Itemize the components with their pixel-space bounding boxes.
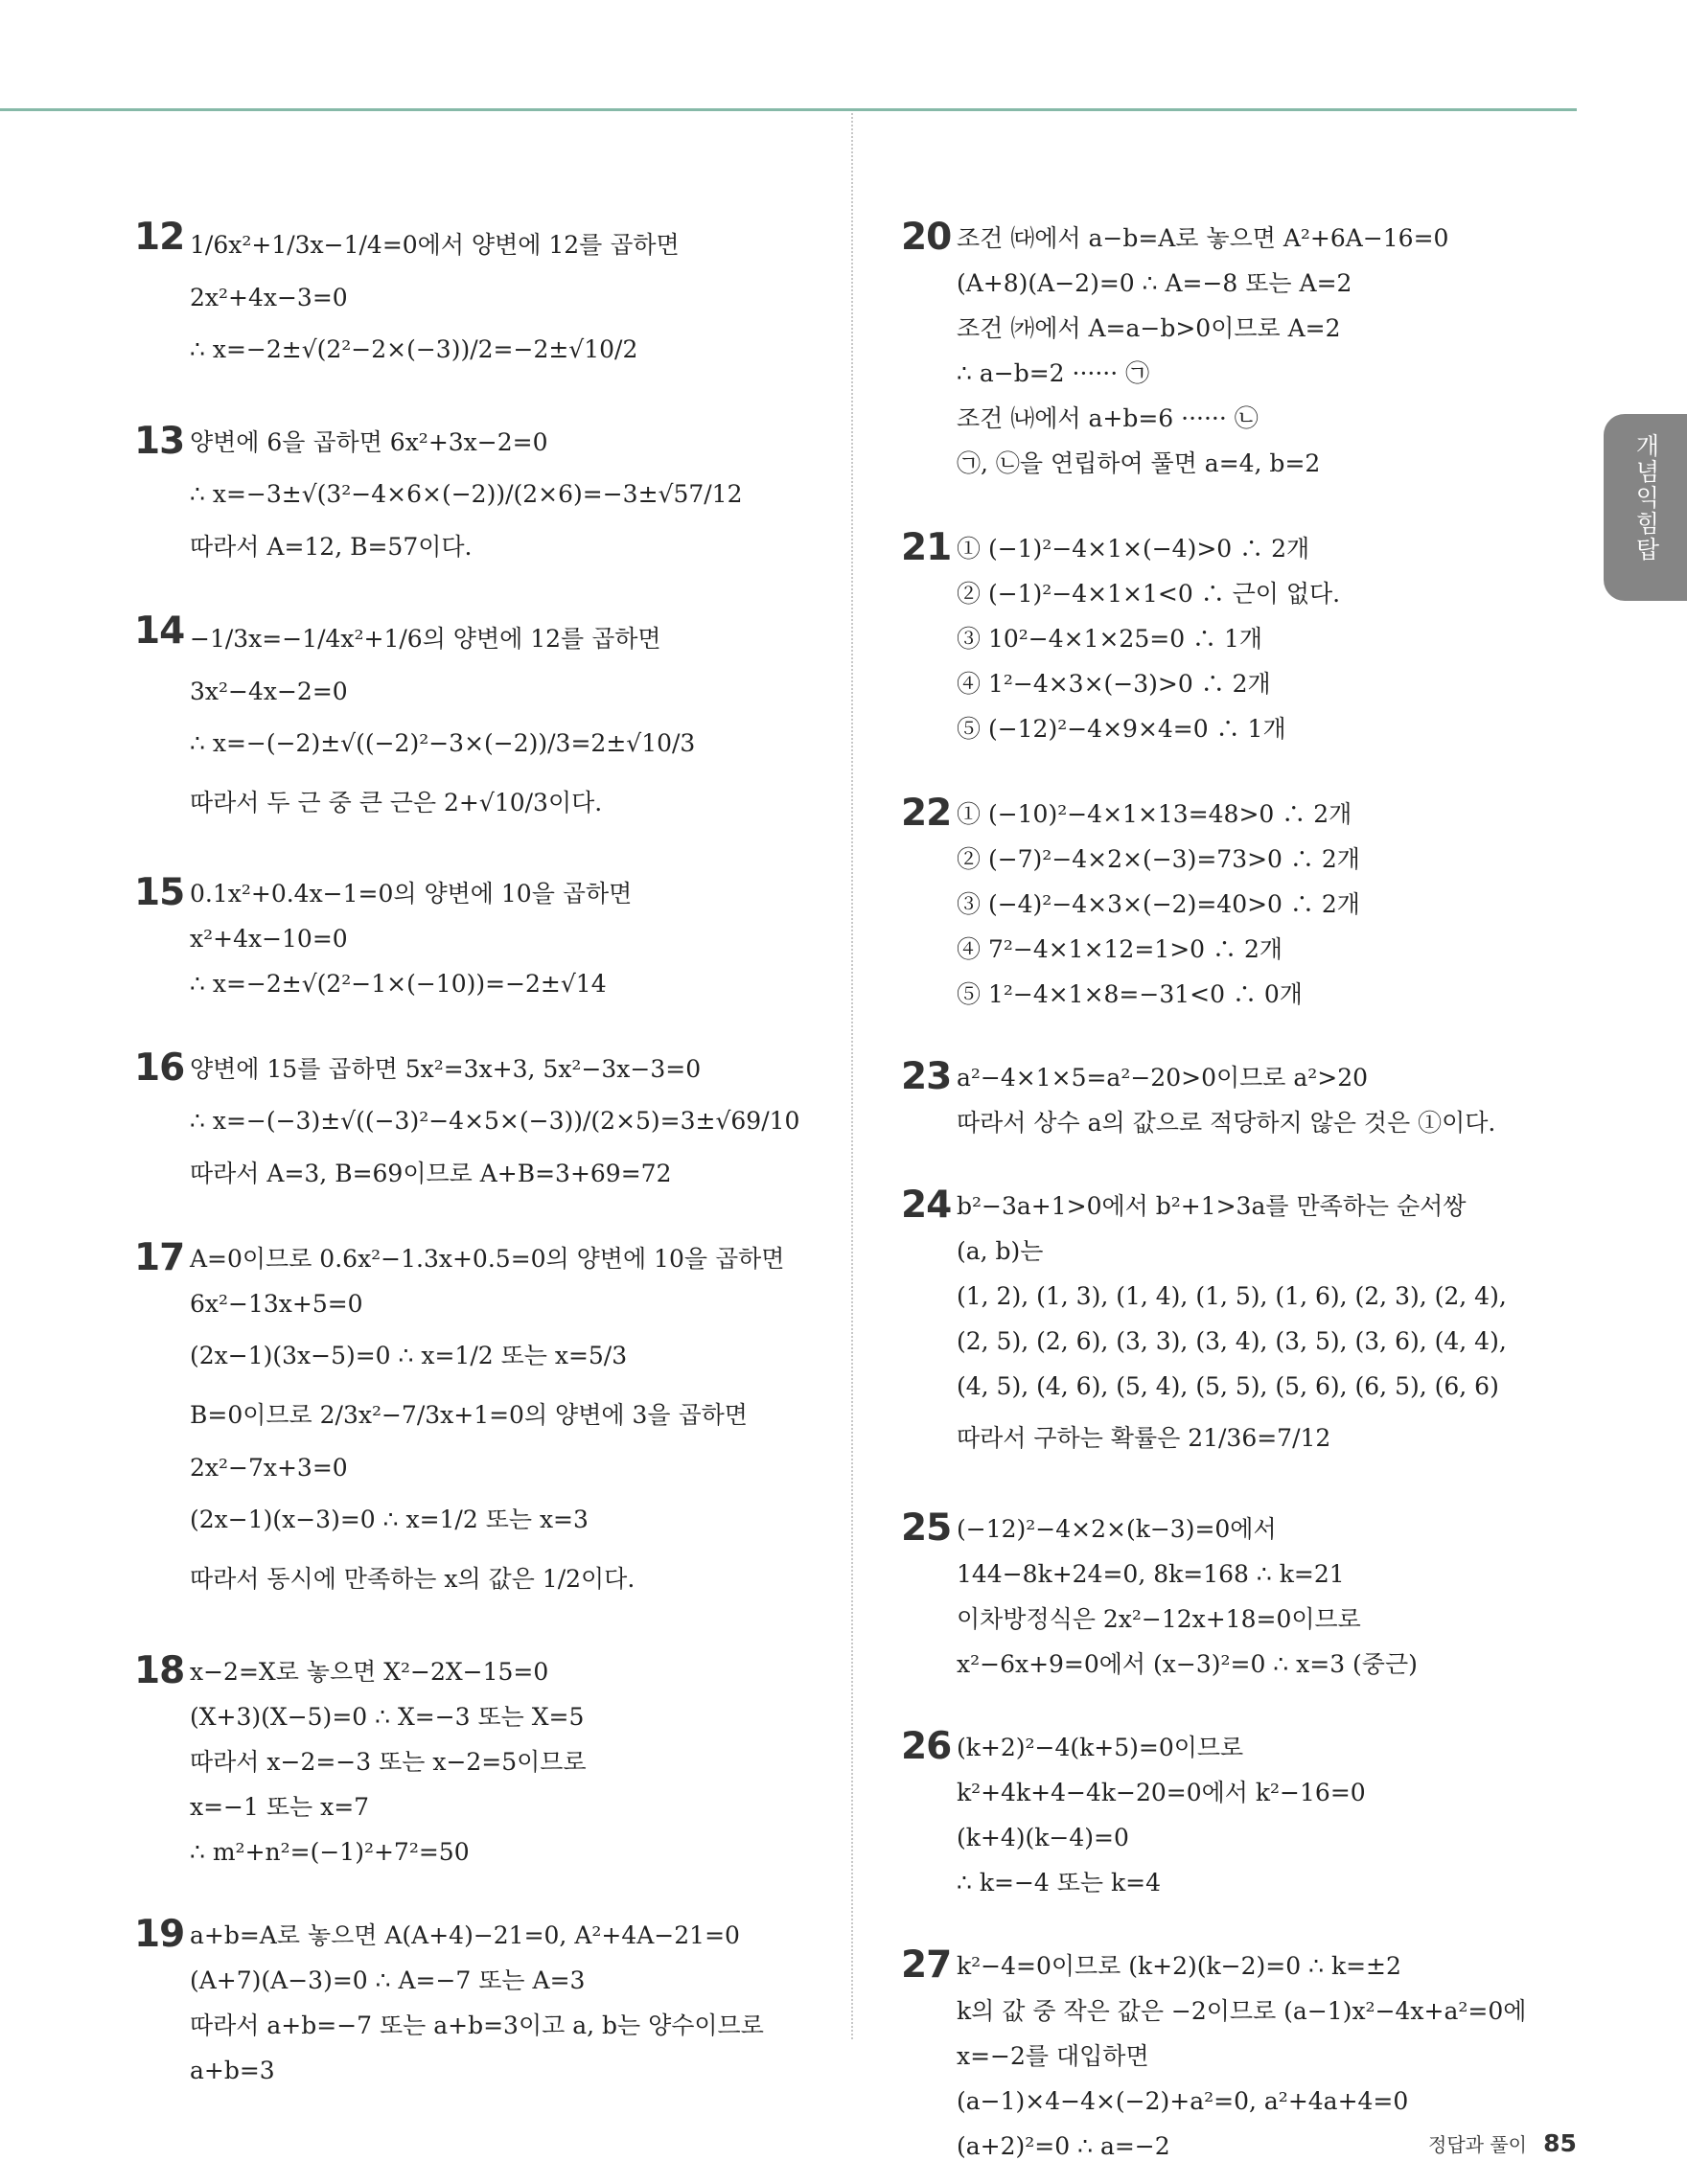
solution-line: 양변에 6을 곱하면 6x²+3x−2=0 [190, 428, 548, 456]
solution-line: a+b=3 [190, 2057, 275, 2084]
solution-line: (k+2)²−4(k+5)=0이므로 [957, 1734, 1244, 1761]
problem-number: 26 [901, 1725, 952, 1768]
problem-13 [134, 420, 805, 569]
solution-line: (a, b)는 [957, 1237, 1044, 1265]
solution-line: ① (−1)²−4×1×(−4)>0 ∴ 2개 [957, 535, 1310, 563]
solution-line: x=−1 또는 x=7 [190, 1793, 370, 1821]
solution-line: 따라서 동시에 만족하는 x의 값은 1/2이다. [190, 1565, 636, 1593]
solution-line: (X+3)(X−5)=0 ∴ X=−3 또는 X=5 [190, 1703, 585, 1731]
solution-line: 144−8k+24=0, 8k=168 ∴ k=21 [957, 1560, 1345, 1588]
solution-line: 조건 ㈏에서 a+b=6 ······ ㉡ [957, 404, 1259, 432]
solution-line: (4, 5), (4, 6), (5, 4), (5, 5), (5, 6), (6, 5), (6, 6) [957, 1372, 1499, 1400]
solution-line: (2x−1)(3x−5)=0 ∴ x=1/2 또는 x=5/3 [190, 1342, 628, 1369]
solution-line: 6x²−13x+5=0 [190, 1290, 363, 1318]
problem-number: 22 [901, 792, 952, 835]
solution-line: x=−2를 대입하면 [957, 2042, 1149, 2070]
solution-line: (2x−1)(x−3)=0 ∴ x=1/2 또는 x=3 [190, 1506, 589, 1533]
solution-line: 이차방정식은 2x²−12x+18=0이므로 [957, 1605, 1361, 1633]
solution-line: x−2=X로 놓으면 X²−2X−15=0 [190, 1658, 549, 1686]
solution-line: ④ 7²−4×1×12=1>0 ∴ 2개 [957, 935, 1283, 963]
problem-24 [901, 1184, 1572, 1468]
solution-line: 따라서 a+b=−7 또는 a+b=3이고 a, b는 양수이므로 [190, 2012, 764, 2039]
solution-line: ④ 1²−4×3×(−3)>0 ∴ 2개 [957, 670, 1271, 698]
solution-line: k의 값 중 작은 값은 −2이므로 (a−1)x²−4x+a²=0에 [957, 1997, 1527, 2025]
footer-label: 정답과 풀이 [1428, 2133, 1527, 2156]
solution-line: 따라서 x−2=−3 또는 x−2=5이므로 [190, 1748, 587, 1776]
solution-line: ⑤ (−12)²−4×9×4=0 ∴ 1개 [957, 715, 1286, 743]
problem-18 [134, 1649, 805, 1874]
solution-line: 3x²−4x−2=0 [190, 678, 348, 705]
problem-14 [134, 609, 805, 833]
problem-number: 13 [134, 420, 185, 463]
solution-line: ∴ a−b=2 ······ ㉠ [957, 359, 1150, 387]
problem-16 [134, 1046, 805, 1196]
solution-line: a+b=A로 놓으면 A(A+4)−21=0, A²+4A−21=0 [190, 1921, 740, 1949]
solution-line: ③ (−4)²−4×3×(−2)=40>0 ∴ 2개 [957, 890, 1360, 918]
problem-23 [901, 1055, 1572, 1145]
solution-line: k²−4=0이므로 (k+2)(k−2)=0 ∴ k=±2 [957, 1952, 1401, 1980]
solution-line: ② (−1)²−4×1×1<0 ∴ 근이 없다. [957, 580, 1341, 608]
column-divider [851, 113, 853, 2039]
solution-line: 따라서 상수 a의 값으로 적당하지 않은 것은 ①이다. [957, 1109, 1496, 1137]
page-number: 85 [1543, 2129, 1577, 2157]
problem-number: 24 [901, 1184, 952, 1227]
solution-line: ∴ x=−3±√(3²−4×6×(−2))/(2×6)=−3±√57/12 [190, 480, 743, 508]
left-column [134, 177, 805, 2093]
solution-line: x²+4x−10=0 [190, 925, 348, 953]
problem-number: 20 [901, 216, 952, 259]
problem-20 [901, 216, 1572, 486]
problem-number: 23 [901, 1055, 952, 1098]
problem-number: 17 [134, 1236, 185, 1279]
solution-line: (1, 2), (1, 3), (1, 4), (1, 5), (1, 6), (2, 3), (2, 4), [957, 1282, 1507, 1310]
solution-line: ∴ m²+n²=(−1)²+7²=50 [190, 1838, 470, 1866]
solution-line: ∴ k=−4 또는 k=4 [957, 1869, 1161, 1897]
solution-line: (A+7)(A−3)=0 ∴ A=−7 또는 A=3 [190, 1966, 586, 1994]
solution-line: ㉠, ㉡을 연립하여 풀면 a=4, b=2 [957, 449, 1321, 477]
solution-line: 조건 ㈐에서 a−b=A로 놓으면 A²+6A−16=0 [957, 224, 1449, 252]
solution-line: (a−1)×4−4×(−2)+a²=0, a²+4a+4=0 [957, 2087, 1409, 2115]
solution-line: ∴ x=−(−3)±√((−3)²−4×5×(−3))/(2×5)=3±√69/10 [190, 1107, 800, 1135]
side-tab-label: 개념익힘탑 [1632, 433, 1660, 563]
solution-line: 2x²−7x+3=0 [190, 1454, 348, 1482]
problem-number: 16 [134, 1046, 185, 1090]
problem-22 [901, 792, 1572, 1017]
problem-26 [901, 1725, 1572, 1905]
solution-line: a²−4×1×5=a²−20>0이므로 a²>20 [957, 1064, 1369, 1092]
solution-line: (a+2)²=0 ∴ a=−2 [957, 2132, 1170, 2160]
solution-line: A=0이므로 0.6x²−1.3x+0.5=0의 양변에 10을 곱하면 [190, 1245, 785, 1273]
solution-line: x²−6x+9=0에서 (x−3)²=0 ∴ x=3 (중근) [957, 1650, 1418, 1678]
solution-line: ∴ x=−2±√(2²−2×(−3))/2=−2±√10/2 [190, 335, 638, 363]
solution-line: 따라서 A=3, B=69이므로 A+B=3+69=72 [190, 1160, 672, 1187]
problem-15 [134, 871, 805, 1006]
problem-number: 12 [134, 216, 185, 259]
problem-17 [134, 1236, 805, 1609]
problem-25 [901, 1506, 1572, 1687]
solution-line: 양변에 15를 곱하면 5x²=3x+3, 5x²−3x−3=0 [190, 1055, 702, 1083]
solution-line: ① (−10)²−4×1×13=48>0 ∴ 2개 [957, 800, 1352, 828]
solution-line: 따라서 두 근 중 큰 근은 2+√10/3이다. [190, 789, 603, 816]
solution-line: (k+4)(k−4)=0 [957, 1824, 1129, 1851]
problem-12 [134, 216, 805, 379]
problem-number: 21 [901, 526, 952, 569]
solution-line: (−12)²−4×2×(k−3)=0에서 [957, 1515, 1277, 1543]
problem-number: 27 [901, 1943, 952, 1987]
solution-line: ③ 10²−4×1×25=0 ∴ 1개 [957, 625, 1263, 653]
solution-line: 조건 ㈎에서 A=a−b>0이므로 A=2 [957, 314, 1341, 342]
solution-line: ⑤ 1²−4×1×8=−31<0 ∴ 0개 [957, 980, 1303, 1008]
solution-line: 따라서 구하는 확률은 21/36=7/12 [957, 1424, 1331, 1452]
solution-line: (2, 5), (2, 6), (3, 3), (3, 4), (3, 5), (3, 6), (4, 4), [957, 1327, 1507, 1355]
problem-number: 19 [134, 1913, 185, 1956]
solution-line: 0.1x²+0.4x−1=0의 양변에 10을 곱하면 [190, 880, 633, 908]
solution-line: 따라서 A=12, B=57이다. [190, 533, 473, 561]
solution-line: −1/3x=−1/4x²+1/6의 양변에 12를 곱하면 [190, 625, 661, 653]
solution-line: b²−3a+1>0에서 b²+1>3a를 만족하는 순서쌍 [957, 1192, 1467, 1220]
problem-number: 14 [134, 609, 185, 653]
solution-line: 2x²+4x−3=0 [190, 284, 348, 311]
solution-line: ② (−7)²−4×2×(−3)=73>0 ∴ 2개 [957, 845, 1360, 873]
problem-19 [134, 1913, 805, 2093]
top-rule [0, 108, 1577, 111]
solution-line: k²+4k+4−4k−20=0에서 k²−16=0 [957, 1779, 1366, 1806]
problem-number: 15 [134, 871, 185, 914]
side-tab[interactable] [1604, 414, 1687, 601]
solution-line: (A+8)(A−2)=0 ∴ A=−8 또는 A=2 [957, 269, 1352, 297]
right-column [901, 177, 1572, 2169]
solution-line: B=0이므로 2/3x²−7/3x+1=0의 양변에 3을 곱하면 [190, 1401, 748, 1429]
solution-line: 1/6x²+1/3x−1/4=0에서 양변에 12를 곱하면 [190, 231, 680, 259]
solution-line: ∴ x=−(−2)±√((−2)²−3×(−2))/3=2±√10/3 [190, 729, 696, 757]
solution-line: ∴ x=−2±√(2²−1×(−10))=−2±√14 [190, 970, 607, 998]
problem-number: 18 [134, 1649, 185, 1692]
page-footer [1428, 2129, 1577, 2157]
problem-21 [901, 526, 1572, 751]
problem-number: 25 [901, 1506, 952, 1550]
